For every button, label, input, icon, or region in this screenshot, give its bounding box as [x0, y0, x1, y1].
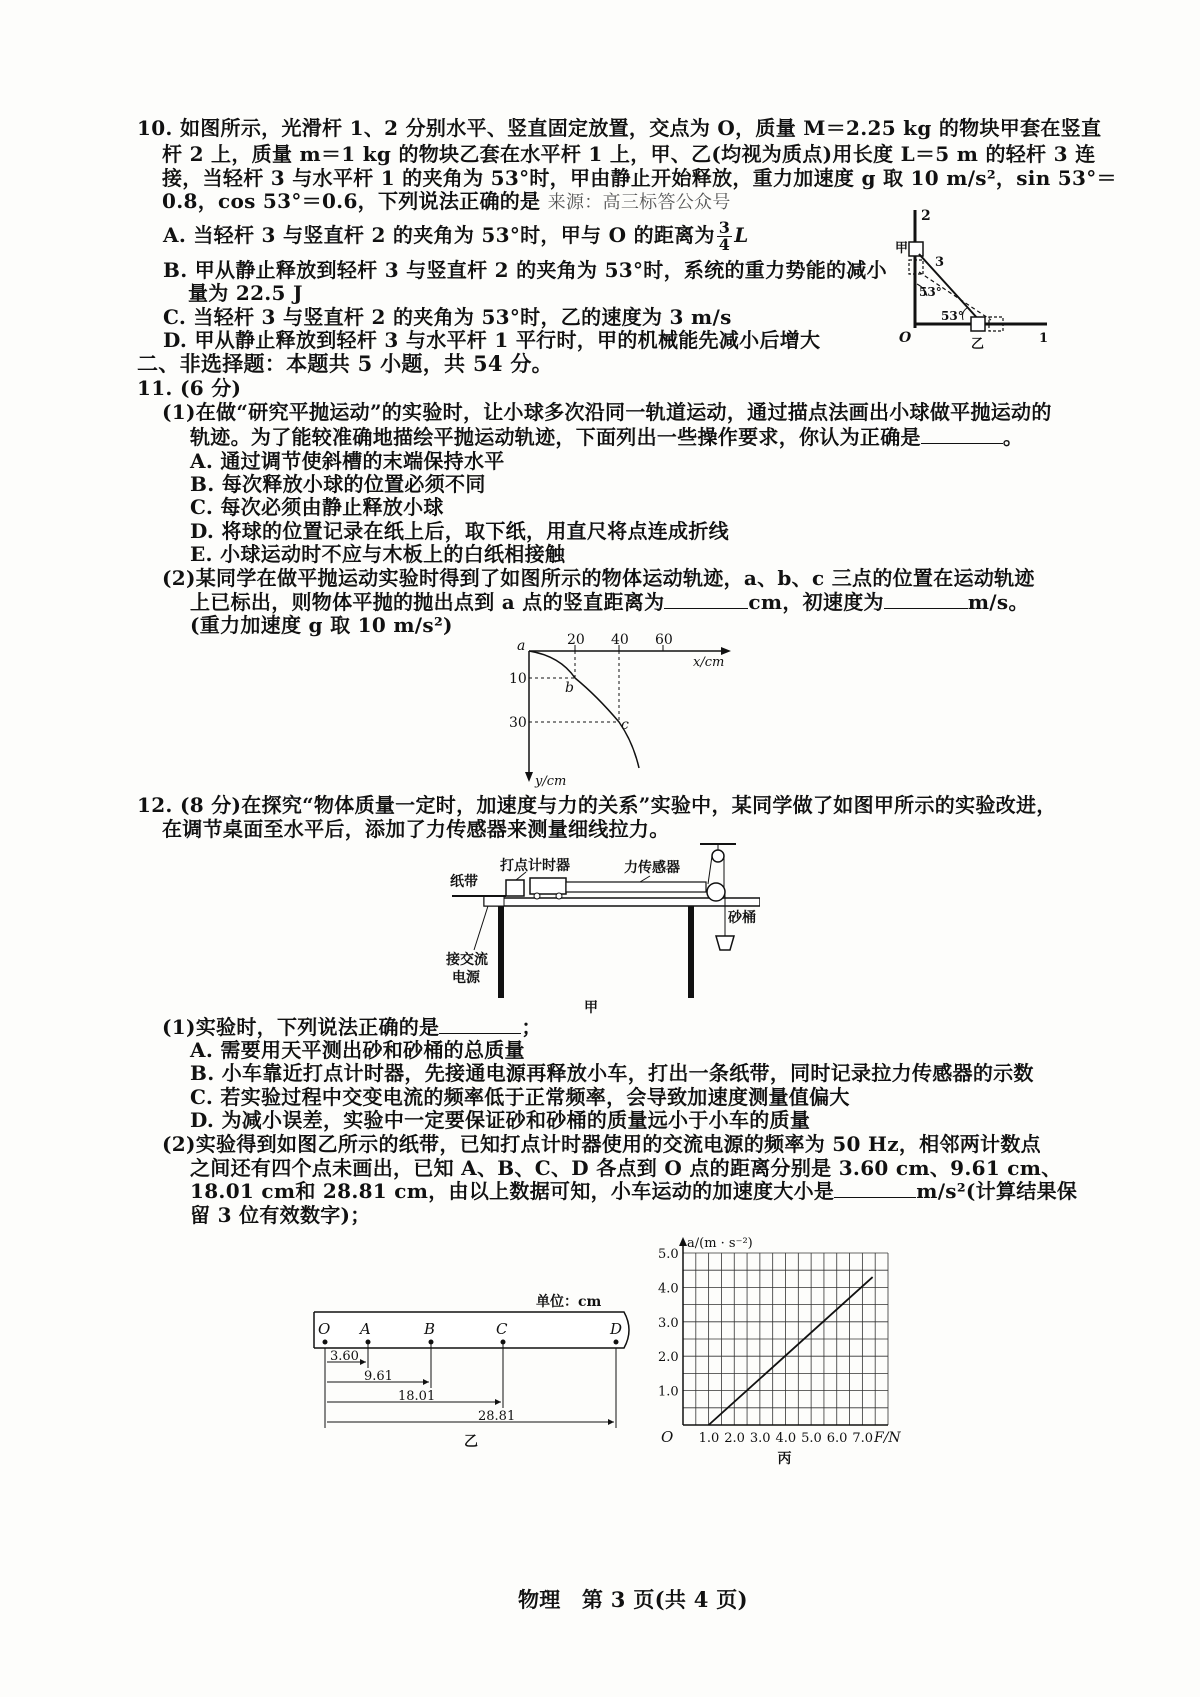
q11-option-d: D. 将球的位置记录在纸上后，取下纸，用直尺将点连成折线 [190, 519, 729, 543]
x-axis-label: x/cm [693, 655, 725, 670]
tape-point-b: B [424, 1320, 436, 1338]
q11-option-c: C. 每次必须由静止释放小球 [190, 495, 444, 519]
label-origin-o: O [899, 330, 912, 346]
q10-option-d: D. 甲从静止释放到轻杆 3 与水平杆 1 平行时，甲的机械能先减小后增大 [163, 328, 821, 352]
q10-option-a: A. 当轻杆 3 与竖直杆 2 的夹角为 53°时，甲与 O 的距离为 $\frac{3}{4}$ L [163, 218, 749, 254]
y-tick-label: 2.0 [658, 1350, 679, 1366]
dim-ob-arrow [423, 1379, 429, 1385]
dim-od-arrow [608, 1419, 614, 1425]
label-timer: 打点计时器 [500, 858, 570, 874]
x-tick-label: 1.0 [698, 1431, 720, 1446]
cart-wheel-1 [534, 893, 540, 899]
block-yi [971, 317, 985, 331]
tape-point-a: A [360, 1320, 371, 1338]
q12-p2-line1: (2)实验得到如图乙所示的纸带，已知打点计时器使用的交流电源的频率为 50 Hz，相邻两计数点 [162, 1132, 1041, 1156]
x-tick-label: 4.0 [775, 1431, 797, 1446]
q10-line2: 杆 2 上，质量 m＝1 kg 的物块乙套在水平杆 1 上，甲、乙(均视为质点)用长度 L＝5 m 的轻杆 3 连 [162, 142, 1096, 166]
label-yi: 乙 [971, 337, 985, 350]
q12-option-d: D. 为减小误差，实验中一定要保证砂和砂桶的质量远小于小车的质量 [190, 1108, 811, 1132]
sand-bucket [716, 936, 734, 950]
q10-line4: 0.8，cos 53°＝0.6，下列说法正确的是 来源：高三标答公众号 [162, 189, 731, 213]
q12-p2-line3: 18.01 cm和 28.81 cm，由以上数据可知，小车运动的加速度大小是 m/s²(计算结果保 [190, 1179, 1078, 1203]
dist-label-od: 28.81 [478, 1409, 516, 1424]
label-paper-tape: 纸带 [450, 874, 478, 890]
q12-line1: 12. (8 分)在探究“物体质量一定时，加速度与力的关系”实验中，某同学做了如图甲所示的实验改进， [137, 793, 1057, 817]
y-tick-label: 5.0 [658, 1247, 679, 1262]
label-rod-3: 3 [935, 255, 945, 270]
x-tick-label: 5.0 [801, 1431, 822, 1446]
graph-y-axis-arrow [679, 1237, 687, 1246]
y-tick-label: 4.0 [658, 1281, 679, 1297]
page-footer: 物理 第 3 页(共 4 页) [518, 1587, 748, 1612]
label-jia: 甲 [895, 241, 909, 256]
dim-oc-arrow [495, 1399, 501, 1405]
tape-unit-label: 单位：cm [536, 1294, 602, 1310]
x-tick-label-40: 40 [611, 632, 629, 648]
label-power-1: 接交流 [446, 952, 488, 968]
point-c-label: c [621, 717, 629, 733]
answer-blank-11-1[interactable] [921, 427, 1003, 444]
caption-yi: 乙 [464, 1434, 478, 1450]
q11-p1-line2: 轨迹。为了能较准确地描绘平抛运动轨迹，下面列出一些操作要求，你认为正确是 。 [190, 425, 1024, 449]
dist-label-oa: 3.60 [330, 1349, 359, 1364]
q12-option-c: C. 若实验过程中交变电流的频率低于正常频率，会导致加速度测量值偏大 [190, 1085, 850, 1109]
x-tick-label-60: 60 [655, 632, 673, 648]
graph-ticks [658, 1247, 873, 1446]
section-2-heading: 二、非选择题：本题共 5 小题，共 54 分。 [137, 351, 553, 376]
q10-option-b-line2: 量为 22.5 J [188, 281, 303, 305]
q10-line3: 接，当轻杆 3 与水平杆 1 的夹角为 53°时，甲由静止开始释放，重力加速度 g 取 10 m/s²，sin 53°＝ [162, 166, 1117, 190]
answer-blank-11-3[interactable] [884, 592, 968, 609]
graph-origin-label: O [661, 1428, 674, 1446]
q11-head: 11. (6 分) [137, 376, 242, 400]
power-box [484, 896, 504, 906]
q11-option-a: A. 通过调节使斜槽的末端保持水平 [190, 449, 505, 473]
pulley [707, 883, 725, 901]
x-tick-label: 2.0 [724, 1431, 745, 1446]
tape-dot-o [323, 1340, 328, 1345]
table-leg-left [498, 906, 504, 998]
x-tick-label: 7.0 [852, 1431, 874, 1446]
label-angle-2: 53° [941, 309, 964, 323]
y-axis-label: y/cm [535, 774, 567, 789]
q11-p2-line3: (重力加速度 g 取 10 m/s²) [190, 613, 453, 637]
answer-blank-12-1[interactable] [439, 1017, 521, 1034]
graph-x-axis-label: F/N [874, 1430, 901, 1446]
caption-jia: 甲 [584, 1000, 598, 1016]
trajectory-curve [529, 651, 639, 768]
cart [530, 878, 566, 894]
graph-y-axis-label: a/(m · s⁻²) [687, 1236, 753, 1251]
cart-wheel-2 [556, 893, 562, 899]
q10-line1: 10. 如图所示，光滑杆 1、2 分别水平、竖直固定放置，交点为 O，质量 M＝2.25 kg 的物块甲套在竖直 [137, 116, 1102, 140]
q11-p2-line2: 上已标出，则物体平抛的抛出点到 a 点的竖直距离为 cm，初速度为 m/s。 [190, 590, 1029, 614]
point-a-label: a [517, 638, 526, 654]
caption-bing: 丙 [777, 1451, 792, 1465]
label-angle-1: 53° [919, 285, 942, 299]
q10-figure [895, 208, 1065, 350]
tape-point-o: O [318, 1320, 331, 1338]
y-tick-label: 3.0 [658, 1315, 679, 1331]
block-jia [909, 242, 923, 256]
q12-option-b: B. 小车靠近打点计时器，先接通电源再释放小车，打出一条纸带，同时记录拉力传感器的示数 [190, 1061, 1034, 1085]
q11-p2-line1: (2)某同学在做平抛运动实验时得到了如图所示的物体运动轨迹，a、b、c 三点的位置在运动轨迹 [162, 566, 1035, 590]
q12-p2-line2: 之间还有四个点未画出，已知 A、B、C、D 各点到 O 点的距离分别是 3.60 cm、9.61 cm、 [190, 1156, 1062, 1180]
q12-figure-jia [440, 838, 760, 1016]
string-1 [708, 856, 712, 884]
q11-p1-line1: (1)在做“研究平抛运动”的实验时，让小球多次沿同一轨道运动，通过描点法画出小球做平抛运动的 [162, 400, 1052, 424]
point-b-label: b [565, 680, 574, 696]
answer-blank-11-2[interactable] [664, 592, 748, 609]
label-sand-bucket: 砂桶 [728, 910, 756, 926]
q12-figure-yi-tape [300, 1290, 645, 1450]
q12-option-a: A. 需要用天平测出砂和砂桶的总质量 [190, 1038, 525, 1062]
answer-blank-12-2[interactable] [834, 1181, 916, 1198]
x-tick-label: 6.0 [826, 1431, 848, 1446]
leader-sensor [640, 876, 650, 882]
label-force-sensor: 力传感器 [624, 860, 680, 876]
q12-line2: 在调节桌面至水平后，添加了力传感器来测量细线拉力。 [162, 817, 670, 841]
q11-option-b: B. 每次释放小球的位置必须不同 [190, 472, 486, 496]
label-power-2: 电源 [452, 970, 480, 986]
y-tick-label: 1.0 [658, 1384, 679, 1400]
dist-label-oc: 18.01 [398, 1389, 436, 1404]
tape-dot-d [614, 1340, 619, 1345]
timer-device [506, 880, 524, 896]
source-note: 来源：高三标答公众号 [547, 192, 731, 213]
label-rod-2: 2 [921, 208, 931, 224]
q12-p1: (1)实验时，下列说法正确的是 ； [162, 1015, 542, 1039]
leader-power [474, 906, 488, 950]
q12-p2-line4: 留 3 位有效数字)； [190, 1203, 371, 1227]
x-tick-label-20: 20 [567, 632, 585, 648]
x-tick-label: 3.0 [749, 1431, 771, 1446]
dist-label-ob: 9.61 [364, 1369, 393, 1384]
tape-point-c: C [496, 1320, 508, 1338]
table-leg-right [688, 906, 694, 998]
fit-line [709, 1277, 873, 1425]
q10-option-b-line1: B. 甲从静止释放到轻杆 3 与竖直杆 2 的夹角为 53°时，系统的重力势能的减小 [163, 258, 887, 282]
dim-oa-arrow [360, 1359, 366, 1365]
q11-option-e: E. 小球运动时不应与木板上的白纸相接触 [190, 542, 566, 566]
q12-figure-bing-graph [655, 1225, 935, 1465]
y-tick-label-10: 10 [509, 671, 527, 687]
y-tick-label-30: 30 [509, 715, 527, 731]
y-axis-arrow [525, 772, 533, 782]
graph-grid [683, 1253, 888, 1425]
q11-trajectory-graph [505, 630, 755, 790]
q10-option-c: C. 当轻杆 3 与竖直杆 2 的夹角为 53°时，乙的速度为 3 m/s [163, 305, 732, 329]
force-sensor-track [566, 882, 706, 892]
tape-point-d: D [610, 1320, 623, 1338]
top-pulley [712, 850, 724, 862]
label-rod-1: 1 [1039, 331, 1049, 346]
x-axis-arrow [721, 647, 731, 655]
